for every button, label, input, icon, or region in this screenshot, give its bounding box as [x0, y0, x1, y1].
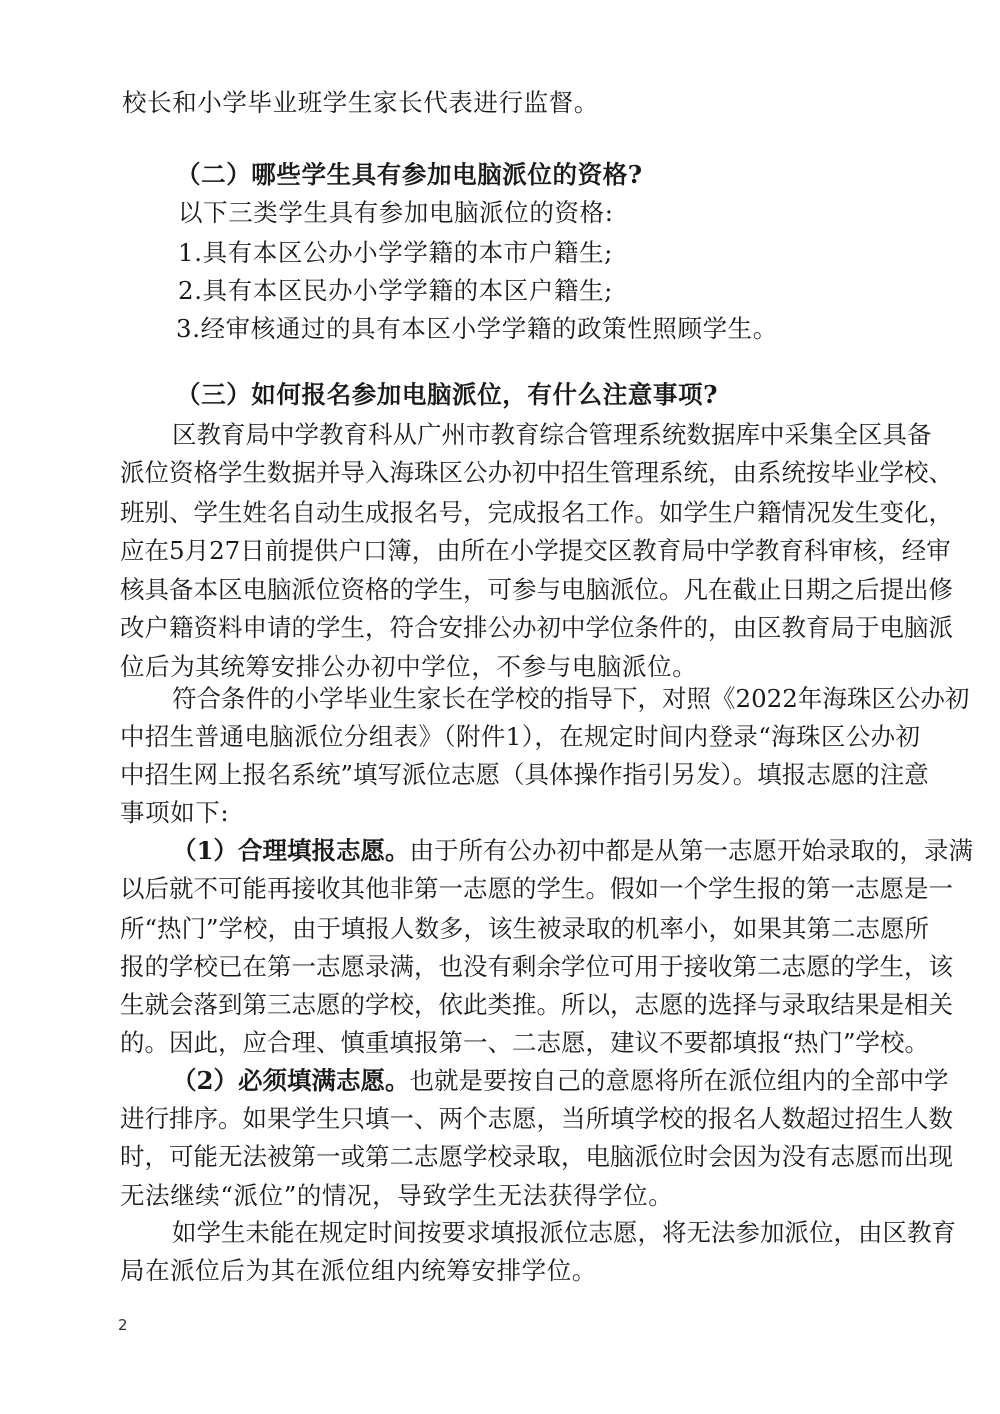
note-2-text: 也就是要按自己的意愿将所在派位组内的全部中学: [409, 1066, 949, 1095]
paragraph-line: 位后为其统筹安排公办初中学位，不参与电脑派位。: [120, 652, 698, 681]
paragraph-line: 中招生普通电脑派位分组表》（附件1），在规定时间内登录“海珠区公办初: [120, 722, 920, 751]
eligibility-item-2: 2.具有本区民办小学学籍的本区户籍生;: [178, 276, 614, 305]
paragraph-line: 派位资格学生数据并导入海珠区公办初中招生管理系统，由系统按毕业学校、: [120, 458, 953, 487]
paragraph-line: 符合条件的小学毕业生家长在学校的指导下，对照《2022年海珠区公办初: [172, 684, 970, 713]
note-2-label: （2）必须填满志愿。: [172, 1066, 410, 1095]
paragraph-line: 的。因此，应合理、慎重填报第一、二志愿，建议不要都填报“热门”学校。: [120, 1028, 930, 1057]
note-2-first-line: [172, 1062, 949, 1100]
paragraph-line: 班别、学生姓名自动生成报名号，完成报名工作。如学生户籍情况发生变化，: [120, 498, 953, 527]
paragraph-line: 改户籍资料申请的学生，符合安排公办初中学位条件的，由区教育局于电脑派: [120, 613, 953, 642]
paragraph-line: 无法继续“派位”的情况，导致学生无法获得学位。: [120, 1181, 674, 1210]
section-2-heading: （二）哪些学生具有参加电脑派位的资格?: [176, 160, 643, 189]
paragraph-line: 进行排序。如果学生只填一、两个志愿，当所填学校的报名人数超过招生人数: [120, 1104, 953, 1133]
paragraph-line: 核具备本区电脑派位资格的学生，可参与电脑派位。凡在截止日期之后提出修: [120, 575, 953, 604]
paragraph-line: 事项如下:: [120, 798, 230, 827]
note-1-text: 由于所有公办初中都是从第一志愿开始录取的，录满: [409, 836, 974, 865]
section-3-heading: （三）如何报名参加电脑派位，有什么注意事项?: [176, 380, 719, 409]
note-1-first-line: [172, 832, 974, 870]
paragraph-line: 生就会落到第三志愿的学校，依此类推。所以，志愿的选择与录取结果是相关: [120, 990, 953, 1019]
note-1-label: （1）合理填报志愿。: [172, 836, 410, 865]
page-number: 2: [118, 1316, 128, 1334]
paragraph-line: 中招生网上报名系统”填写派位志愿（具体操作指引另发）。填报志愿的注意: [120, 760, 929, 789]
paragraph-line: 区教育局中学教育科从广州市教育综合管理系统数据库中采集全区具备: [172, 420, 932, 449]
paragraph-line: 以后就不可能再接收其他非第一志愿的学生。假如一个学生报的第一志愿是一: [120, 874, 953, 903]
paragraph-line: 应在5月27日前提供户口簿，由所在小学提交区教育局中学教育科审核，经审: [120, 536, 951, 565]
eligibility-item-1: 1.具有本区公办小学学籍的本市户籍生;: [178, 238, 614, 267]
paragraph-line: 局在派位后为其在派位组内统筹安排学位。: [120, 1256, 597, 1285]
paragraph-line: 所“热门”学校，由于填报人数多，该生被录取的机率小，如果其第二志愿所: [120, 914, 930, 943]
continuation-line: 校长和小学毕业班学生家长代表进行监督。: [122, 88, 599, 117]
paragraph-line: 时，可能无法被第一或第二志愿学校录取，电脑派位时会因为没有志愿而出现: [120, 1142, 953, 1171]
eligibility-item-3: 3.经审核通过的具有本区小学学籍的政策性照顾学生。: [176, 314, 778, 343]
paragraph-line: 如学生未能在规定时间按要求填报派位志愿，将无法参加派位，由区教育: [172, 1218, 956, 1247]
paragraph-line: 报的学校已在第一志愿录满，也没有剩余学位可用于接收第二志愿的学生，该: [120, 952, 953, 981]
section-2-intro: 以下三类学生具有参加电脑派位的资格:: [178, 198, 614, 227]
